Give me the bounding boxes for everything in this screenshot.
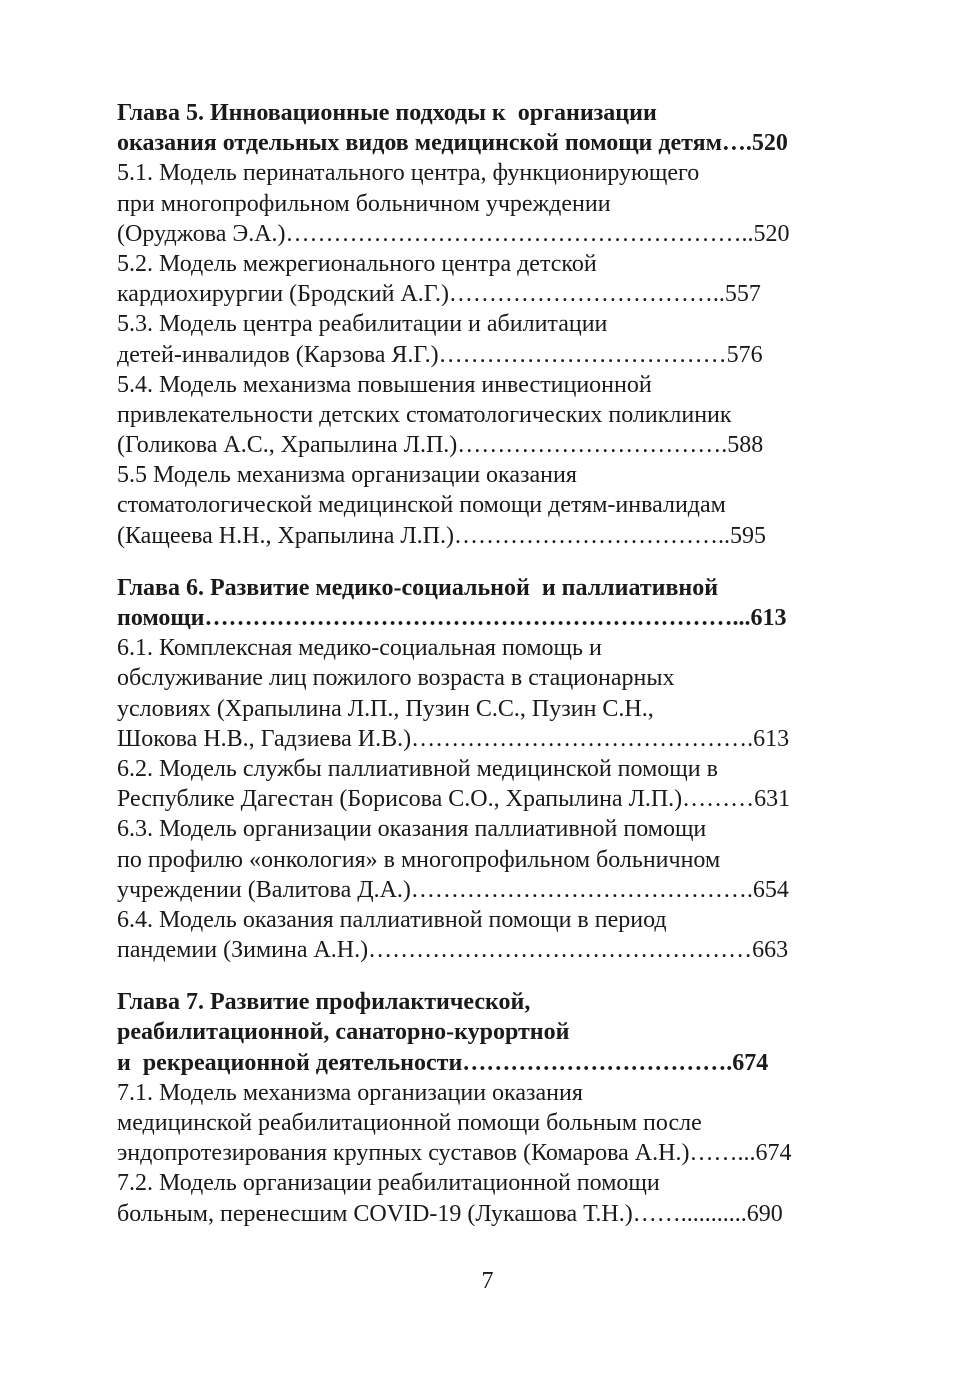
toc-entry-line: (Оруджова Э.А.)…………………………………………………..520 (117, 220, 790, 247)
chapter-heading-line: и рекреационной деятельности…………………………….674 (117, 1049, 769, 1076)
chapter-heading-line: помощи…………………………………………………………...613 (117, 605, 787, 631)
chapter-6 (117, 573, 857, 965)
chapter-7 (117, 987, 857, 1229)
toc-entry-line: 7.2. Модель организации реабилитационной помощи (117, 1170, 660, 1197)
toc-entry-line: 6.4. Модель оказания паллиативной помощи в период (117, 906, 667, 933)
toc-entry-5-3 (117, 309, 857, 369)
toc-entry-6-4 (117, 905, 857, 965)
page-number: 7 (481, 1268, 494, 1294)
table-of-contents (117, 98, 857, 1229)
chapter-heading-line: оказания отдельных видов медицинской помощи детям….520 (117, 130, 788, 157)
toc-entry-line: по профилю «онкология» в многопрофильном больничном (117, 846, 721, 873)
toc-entry-line: медицинской реабилитационной помощи больным после (117, 1110, 702, 1136)
toc-entry-line: обслуживание лиц пожилого возраста в стационарных (117, 665, 675, 692)
toc-entry-line: 5.1. Модель перинатального центра, функционирующего (117, 160, 700, 187)
toc-entry-line: стоматологической медицинской помощи детям-инвалидам (117, 492, 726, 519)
chapter-heading-line: Глава 7. Развитие профилактической, (117, 989, 531, 1016)
toc-entry-line: 6.1. Комплексная медико-социальная помощь и (117, 635, 602, 662)
toc-entry-line: 5.4. Модель механизма повышения инвестиционной (117, 371, 652, 398)
toc-entry-5-1 (117, 158, 857, 249)
toc-entry-6-3 (117, 814, 857, 905)
toc-entry-line: Республике Дагестан (Борисова С.О., Храпылина Л.П.)………631 (117, 786, 791, 813)
toc-entry-7-1 (117, 1078, 857, 1169)
toc-entry-line: привлекательности детских стоматологических поликлиник (117, 401, 732, 428)
toc-entry-line: 7.1. Модель механизма организации оказания (117, 1079, 583, 1106)
toc-entry-line: кардиохирургии (Бродский А.Г.)……………………………..557 (117, 281, 761, 308)
toc-entry-line: при многопрофильном больничном учреждении (117, 190, 611, 217)
chapter-heading-line: Глава 6. Развитие медико-социальной и паллиативной (117, 574, 719, 601)
toc-entry-line: 6.3. Модель организации оказания паллиативной помощи (117, 816, 707, 843)
toc-entry-6-2 (117, 754, 857, 814)
toc-entry-line: 5.2. Модель межрегионального центра детской (117, 250, 597, 277)
toc-entry-line: больным, перенесшим COVID-19 (Лукашова Т.Н.)……...........690 (117, 1200, 783, 1227)
toc-entry-6-1 (117, 633, 857, 754)
toc-entry-line: 5.3. Модель центра реабилитации и абилитации (117, 311, 608, 338)
toc-entry-line: эндопротезирования крупных суставов (Комарова А.Н.)……...674 (117, 1140, 792, 1167)
toc-entry-line: 5.5 Модель механизма организации оказания (117, 462, 577, 489)
toc-entry-5-2 (117, 249, 857, 309)
toc-entry-line: учреждении (Валитова Д.А.)…………………………………….654 (117, 876, 789, 903)
toc-entry-5-4 (117, 370, 857, 461)
toc-entry-line: (Кащеева Н.Н., Храпылина Л.П.)……………………………..595 (117, 522, 767, 549)
toc-entry-line: (Голикова А.С., Храпылина Л.П.)…………………………….588 (117, 432, 764, 459)
chapter-heading-line: реабилитационной, санаторно-курортной (117, 1019, 570, 1046)
toc-entry-line: 6.2. Модель службы паллиативной медицинской помощи в (117, 755, 718, 782)
toc-entry-line: пандемии (Зимина А.Н.)…………………………………………663 (117, 937, 789, 964)
chapter-5 (117, 98, 857, 551)
toc-entry-7-2 (117, 1168, 857, 1228)
toc-entry-line: Шокова Н.В., Гадзиева И.В.)…………………………………….613 (117, 725, 790, 752)
toc-entry-line: детей-инвалидов (Карзова Я.Г.)………………………………576 (117, 341, 763, 368)
chapter-heading-line: Глава 5. Инновационные подходы к организации (117, 100, 657, 126)
toc-entry-line: условиях (Храпылина Л.П., Пузин С.С., Пузин С.Н., (117, 695, 654, 722)
toc-entry-5-5 (117, 460, 857, 551)
